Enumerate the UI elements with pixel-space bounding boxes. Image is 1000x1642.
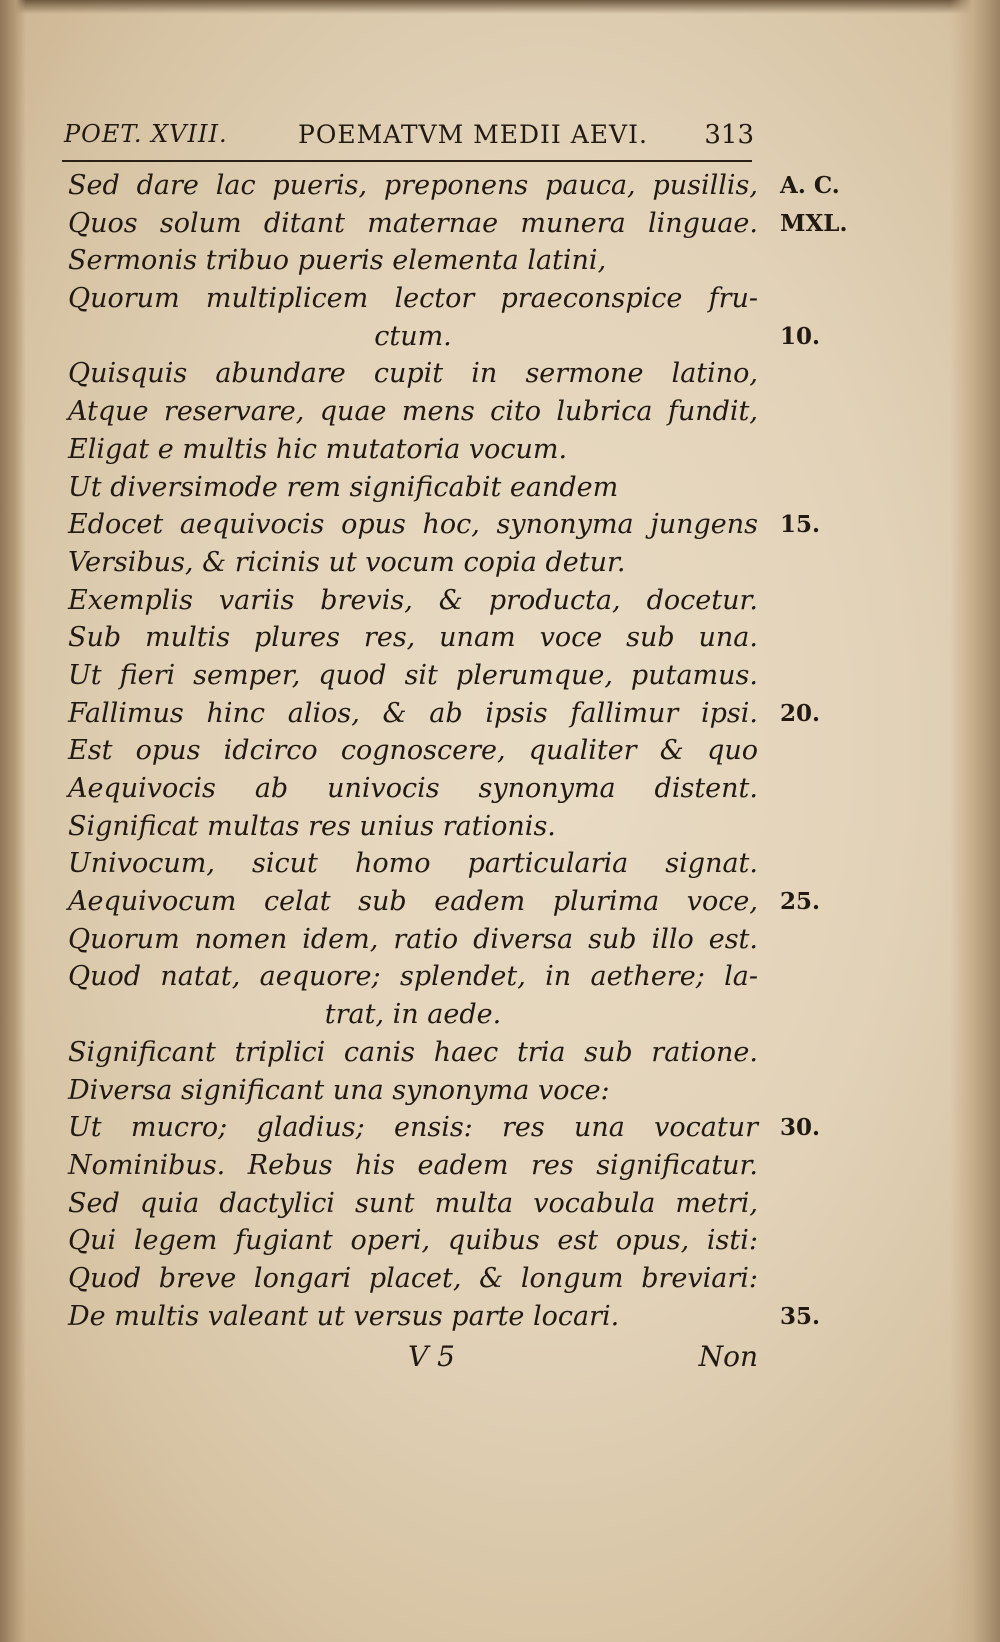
catchword: Non (698, 1340, 758, 1373)
verse-line: Qui legem fugiant operi, quibus est opus, isti: (68, 1225, 758, 1257)
verse-line: Ut fieri semper, quod sit plerumque, putamus. (68, 659, 758, 691)
verse-line: Quisquis abundare cupit in sermone latino, (68, 358, 758, 390)
margin-notes (780, 167, 860, 1335)
page-fore-edge (950, 0, 1000, 1642)
page-number: 313 (704, 120, 754, 150)
margin-line-number: 30. (780, 1114, 821, 1142)
verse-line: Nominibus. Rebus his eadem res significatur. (68, 1149, 758, 1181)
margin-line-number: 35. (780, 1302, 821, 1330)
margin-year: MXL. (780, 209, 848, 237)
verse-line-continuation: ctum. (374, 320, 452, 352)
page-footer (68, 1340, 758, 1380)
verse-line: Fallimus hinc alios, & ab ipsis fallimur ipsi. (68, 697, 758, 729)
verse-line: Sub multis plures res, unam voce sub una. (68, 622, 758, 654)
margin-line-number: 10. (780, 322, 821, 350)
verse-line: Significant triplici canis haec tria sub ratione. (68, 1036, 758, 1068)
header-rule (62, 160, 752, 162)
verse-line-continuation: trat, in aede. (324, 999, 502, 1031)
running-head-title: POEMATVM MEDII AEVI. (298, 120, 648, 149)
margin-line-number: 25. (780, 888, 821, 916)
verse-line: Edocet aequivocis opus hoc, synonyma jungens (68, 509, 758, 541)
margin-line-number: 15. (780, 511, 821, 539)
verse-line: Quod breve longari placet, & longum breviari: (68, 1262, 758, 1294)
poem-text (68, 167, 758, 1335)
verse-line: Ut diversimode rem significabit eandem (68, 471, 619, 503)
verse-line: Quorum multiplicem lector praeconspice fru- (68, 283, 758, 315)
verse-line: Ut mucro; gladius; ensis: res una vocatur (68, 1112, 758, 1144)
verse-line: Univocum, sicut homo particularia signat. (68, 848, 758, 880)
verse-line: Quorum nomen idem, ratio diversa sub illo est. (68, 923, 758, 955)
running-head-left: POET. XVIII. (64, 120, 228, 148)
verse-line: Significat multas res unius rationis. (68, 810, 556, 842)
margin-era: A. C. (780, 172, 840, 199)
verse-line: Versibus, & ricinis ut vocum copia detur. (68, 546, 626, 578)
verse-line: Aequivocis ab univocis synonyma distent. (68, 773, 758, 804)
verse-line: Est opus idcirco cognoscere, qualiter & quo (68, 735, 758, 767)
verse-line: Exemplis variis brevis, & producta, docetur. (68, 584, 758, 616)
verse-line: Sed dare lac pueris, preponens pauca, pusillis, (68, 170, 758, 201)
verse-line: Sed quia dactylici sunt multa vocabula metri, (68, 1187, 758, 1219)
signature-mark: V 5 (408, 1340, 455, 1373)
page-gutter-shadow (0, 0, 26, 1642)
margin-line-number: 20. (780, 699, 821, 727)
verse-line: Quod natat, aequore; splendet, in aethere; la- (68, 961, 758, 993)
running-header (64, 112, 754, 152)
verse-line: Quos solum ditant maternae munera linguae. (68, 207, 758, 239)
page-top-edge (0, 0, 1000, 14)
verse-line: Diversa significant una synonyma voce: (68, 1074, 610, 1106)
verse-line: De multis valeant ut versus parte locari. (68, 1300, 620, 1332)
verse-line: Eligat e multis hic mutatoria vocum. (68, 433, 568, 465)
verse-line: Atque reservare, quae mens cito lubrica fundit, (68, 396, 758, 428)
verse-line: Aequivocum celat sub eadem plurima voce, (68, 886, 758, 918)
verse-line: Sermonis tribuo pueris elementa latini, (68, 245, 607, 277)
